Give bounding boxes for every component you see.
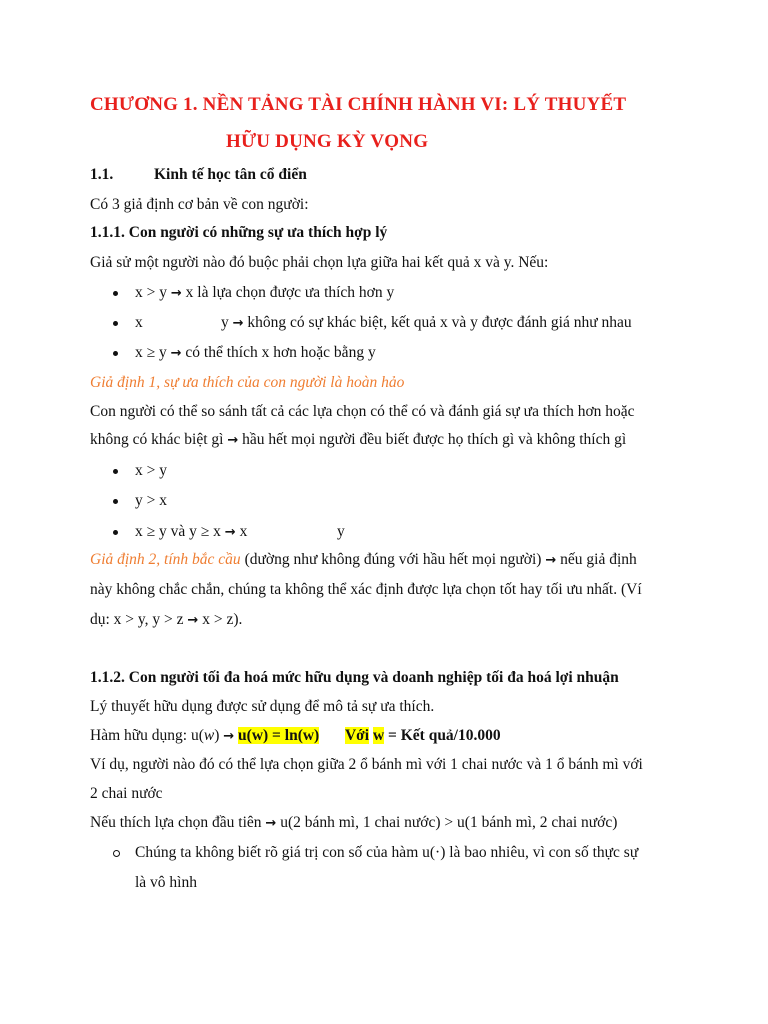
bullet-item-continuation: y: [337, 523, 345, 540]
bullet-icon: [113, 469, 118, 474]
voi-highlight: Với: [344, 727, 370, 744]
bullet-item: x ≥ y và y ≥ x → x: [135, 523, 248, 540]
paragraph-choice: Giả sử một người nào đó buộc phải chọn lựa giữa hai kết quả x và y. Nếu:: [90, 254, 549, 271]
arrow-right-icon: →: [232, 316, 244, 331]
arrow-right-icon: →: [224, 525, 236, 540]
assumption-2-line3: dụ: x > y, y > z → x > z).: [90, 611, 243, 628]
section-heading-1-1-1: 1.1.1. Con người có những sự ưa thích hợp lý: [90, 224, 388, 241]
example-line1: Ví dụ, người nào đó có thể lựa chọn giữa 2 ổ bánh mì với 1 chai nước và 1 ổ bánh mì với: [90, 756, 643, 773]
paragraph-compare-line2: không có khác biệt gì → hầu hết mọi người đều biết được họ thích gì và không thích gì: [90, 431, 627, 448]
section-title: Kinh tế học tân cổ điển: [154, 166, 307, 183]
intro-paragraph: Có 3 giả định cơ bản về con người:: [90, 196, 309, 213]
arrow-right-icon: →: [223, 729, 235, 744]
bullet-icon: [113, 291, 118, 296]
preference-line: Nếu thích lựa chọn đầu tiên → u(2 bánh mì, 1 chai nước) > u(1 bánh mì, 2 chai nước): [90, 814, 618, 831]
section-heading-1-1-2: 1.1.2. Con người tối đa hoá mức hữu dụng và doanh nghiệp tối đa hoá lợi nhuận: [90, 669, 619, 686]
arrow-right-icon: →: [265, 816, 277, 831]
w-highlight: w: [372, 727, 385, 744]
section-number: 1.1.: [90, 166, 114, 183]
section-heading-1-1: [90, 166, 307, 184]
utility-formula: u(w) = ln(w): [238, 727, 320, 744]
bullet-item: x: [135, 314, 143, 331]
arrow-right-icon: →: [187, 613, 199, 628]
bullet-icon: [113, 351, 118, 356]
paragraph-compare-line1: Con người có thể so sánh tất cả các lựa chọn có thể có và đánh giá sự ưa thích hơn hoặc: [90, 403, 635, 420]
bullet-icon: [113, 321, 118, 326]
chapter-title-line1: CHƯƠNG 1. NỀN TẢNG TÀI CHÍNH HÀNH VI: LÝ THUYẾT: [90, 94, 627, 115]
sub-bullet-line1: Chúng ta không biết rõ giá trị con số của hàm u(·) là bao nhiêu, vì con số thực sự: [135, 844, 639, 861]
example-line2: 2 chai nước: [90, 785, 163, 802]
circle-bullet-icon: [113, 850, 120, 857]
arrow-right-icon: →: [545, 553, 557, 568]
assumption-2-line2: này không chắc chắn, chúng ta không thể xác định được lựa chọn tốt hay tối ưu nhất. (Ví: [90, 581, 642, 598]
chapter-title-line2: HỮU DỤNG KỲ VỌNG: [226, 131, 429, 152]
bullet-item: x > y: [135, 462, 167, 479]
arrow-right-icon: →: [170, 286, 182, 301]
bullet-item: x ≥ y → có thể thích x hơn hoặc bằng y: [135, 344, 376, 361]
bullet-item: y > x: [135, 492, 167, 509]
bullet-icon: [113, 499, 118, 504]
bullet-item: x > y → x là lựa chọn được ưa thích hơn y: [135, 284, 395, 301]
bullet-item-continuation: y → không có sự khác biệt, kết quả x và y được đánh giá như nhau: [221, 314, 632, 331]
arrow-right-icon: →: [170, 346, 182, 361]
sub-bullet-line2: là vô hình: [135, 874, 197, 891]
utility-function-line: Hàm hữu dụng: u(w) → u(w) = ln(w) Với w = Kết quả/10.000: [90, 727, 501, 744]
paragraph-utility-theory: Lý thuyết hữu dụng được sử dụng để mô tả sự ưa thích.: [90, 698, 435, 715]
bullet-icon: [113, 530, 118, 535]
arrow-right-icon: →: [227, 433, 239, 448]
assumption-1: Giả định 1, sự ưa thích của con người là hoàn hảo: [90, 374, 405, 391]
assumption-2-line1: Giả định 2, tính bắc cầu (dường như không đúng với hầu hết mọi người) → nếu giả định: [90, 551, 637, 568]
